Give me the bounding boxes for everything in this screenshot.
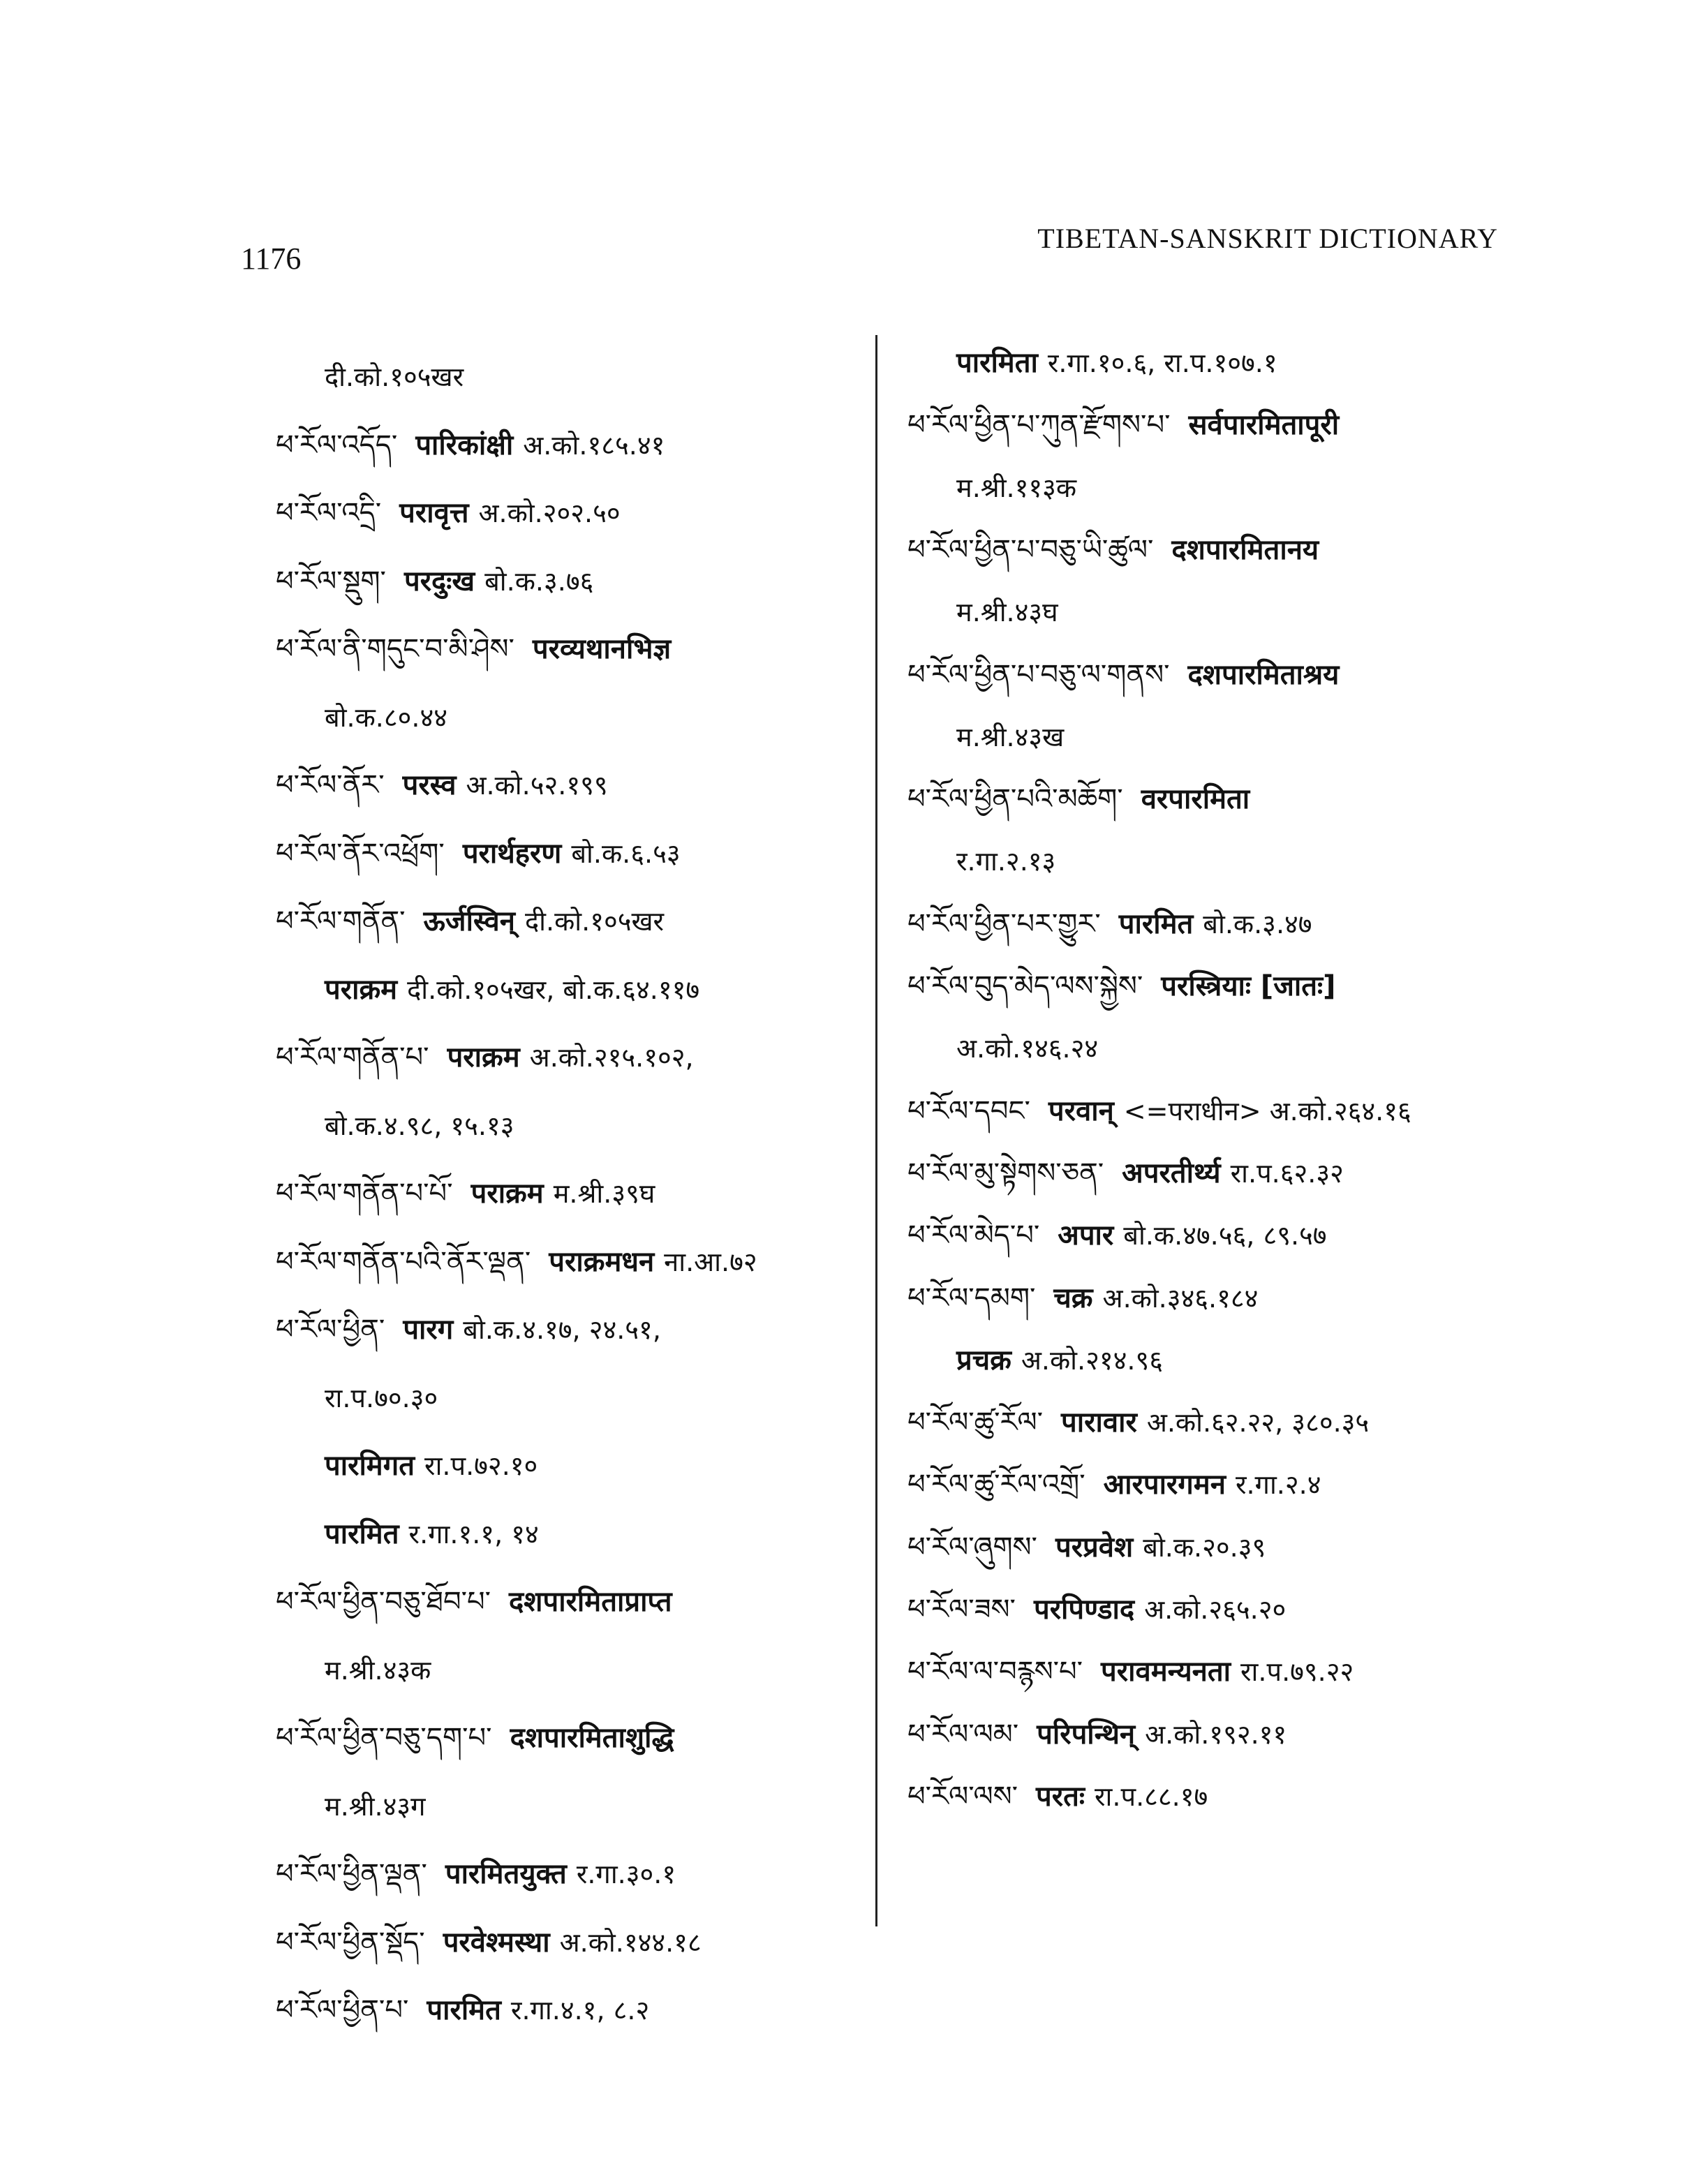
source-reference: अ.को.१४४.१८ [559, 1926, 702, 1958]
dictionary-entry [325, 697, 447, 738]
source-reference: बो.क.३.७६ [484, 565, 594, 597]
tibetan-headword: ཕ་རོལ་མུ་སྟེགས་ཅན་ [907, 1157, 1104, 1189]
running-head: TIBETAN-SANSKRIT DICTIONARY [1037, 223, 1498, 254]
dictionary-entry [956, 342, 1277, 384]
tibetan-headword: ཕ་རོལ་གནོན་ [276, 905, 406, 937]
dictionary-entry [907, 1589, 1286, 1630]
dictionary-entry [956, 467, 1076, 509]
dictionary-entry [907, 778, 1259, 820]
source-reference: अ.को.२६५.२० [1144, 1594, 1287, 1625]
source-reference: र.गा.४.१, ८.२ [510, 1995, 650, 2026]
source-reference: अ.को.३४६.१८४ [1102, 1282, 1259, 1314]
sanskrit-equivalent: दशपारमिताप्राप्त [509, 1586, 672, 1618]
tibetan-headword: ཕ་རོལ་ཚུ་རོལ་འགྲོ་ [907, 1469, 1085, 1501]
sanskrit-equivalent: ऊर्जस्विन् [423, 905, 515, 937]
dictionary-entry [907, 529, 1328, 571]
sanskrit-equivalent: परिपन्थिन् [1037, 1718, 1136, 1751]
sanskrit-equivalent: दशपारमिताश्रय [1187, 658, 1340, 691]
dictionary-entry [907, 1090, 1411, 1132]
dictionary-entry [276, 1309, 661, 1351]
source-reference: र.गा.२.१३ [956, 846, 1056, 877]
sanskrit-equivalent: पारमितयुक्त [445, 1858, 567, 1890]
dictionary-entry [907, 1651, 1354, 1693]
tibetan-headword: ཕ་རོལ་བུད་མེད་ལས་སྐྱེས་ [907, 970, 1143, 1002]
dictionary-entry [956, 716, 1064, 758]
sanskrit-equivalent: पारमिता [956, 347, 1038, 379]
dictionary-entry [907, 1214, 1327, 1256]
source-reference: अ.को.२०२.५० [478, 498, 621, 528]
dictionary-entry [956, 591, 1058, 633]
source-reference: रा.प.८८.१७ [1095, 1781, 1208, 1812]
dictionary-entry [276, 560, 593, 602]
source-reference: र.गा.१०.६, रा.प.१०७.१ [1047, 348, 1277, 378]
sanskrit-equivalent: परार्थहरण [462, 837, 562, 870]
source-reference: बो.क.६.५३ [571, 838, 681, 869]
dictionary-entry [276, 492, 621, 534]
sanskrit-equivalent: सर्वपारमितापूरी [1188, 409, 1340, 442]
source-reference: म.श्री.११३क [956, 472, 1077, 503]
tibetan-headword: ཕ་རོལ་ཕྱིན་བཅུ་དག་པ་ [276, 1722, 492, 1754]
dictionary-entry [325, 1105, 514, 1147]
source-reference: बो.क.८०.४४ [325, 701, 448, 733]
tibetan-headword: ཕ་རོལ་ལམ་ [907, 1718, 1019, 1751]
sanskrit-equivalent: अपरतीर्थ्य [1122, 1157, 1221, 1189]
tibetan-headword: ཕ་རོལ་ལས་ [907, 1780, 1018, 1813]
sanskrit-equivalent: पारमित [427, 1994, 501, 2026]
source-reference: अ.को.१८५.४१ [523, 429, 665, 461]
tibetan-headword: ཕ་རོལ་འདོད་ [276, 429, 398, 461]
tibetan-headword: ཕ་རོལ་དམག་ [907, 1282, 1036, 1314]
source-reference: अ.को.१९२.११ [1145, 1718, 1287, 1750]
dictionary-entry [956, 1339, 1163, 1381]
sanskrit-equivalent: परावृत्त [399, 497, 469, 529]
dictionary-entry [276, 1989, 649, 2031]
tibetan-headword: ཕ་རོལ་ཟས་ [907, 1594, 1016, 1626]
dictionary-entry [907, 1402, 1369, 1443]
source-reference: अ.को.१४६.२४ [956, 1033, 1099, 1064]
sanskrit-equivalent: दशपारमिताशुद्धि [510, 1722, 674, 1754]
tibetan-headword: ཕ་རོལ་ཕྱིན་པ་ཀུན་རྫོགས་པ་ [907, 409, 1171, 442]
tibetan-headword: ཕ་རོལ་ཕྱིན་ [276, 1314, 385, 1346]
source-reference: <=पराधीन> अ.को.२६४.१६ [1123, 1095, 1411, 1127]
dictionary-entry [956, 1027, 1098, 1069]
sanskrit-equivalent: पराक्रम [447, 1041, 520, 1074]
dictionary-entry [276, 900, 664, 942]
source-reference: रा.प.७९.२२ [1240, 1656, 1354, 1688]
sanskrit-equivalent: अपार [1058, 1219, 1114, 1252]
sanskrit-equivalent: पराक्रम [470, 1178, 544, 1210]
tibetan-headword: ཕ་རོལ་གནོན་པ་པོ་ [276, 1178, 453, 1210]
tibetan-headword: ཕ་རོལ་ཕྱིན་ལྡན་ [276, 1858, 427, 1890]
dictionary-entry [276, 628, 681, 670]
tibetan-headword: ཕ་རོལ་ནོར་འཕྲོག་ [276, 837, 445, 870]
tibetan-headword: ཕ་རོལ་ཚུ་རོལ་ [907, 1406, 1044, 1439]
dictionary-entry [325, 356, 464, 398]
sanskrit-equivalent: परप्रवेश [1055, 1531, 1134, 1563]
sanskrit-equivalent: वरपारमिता [1141, 783, 1250, 816]
dictionary-entry [325, 1445, 538, 1487]
dictionary-entry [276, 833, 681, 875]
source-reference: दी.को.१०५खर, बो.क.६४.११७ [407, 974, 700, 1005]
tibetan-headword: ཕ་རོལ་ཕྱིན་སྡོད་ [276, 1926, 425, 1959]
sanskrit-equivalent: पारमित [325, 1517, 399, 1550]
source-reference: बो.क.३.४७ [1203, 908, 1312, 939]
sanskrit-equivalent: परवेश्मस्था [443, 1926, 550, 1959]
source-reference: म.श्री.४३ख [956, 721, 1065, 752]
tibetan-headword: ཕ་རོལ་མེད་པ་ [907, 1219, 1040, 1252]
source-reference: अ.को.५२.१९९ [466, 770, 608, 801]
dictionary-entry [325, 1649, 431, 1691]
source-reference: दी.को.१०५खर [325, 362, 464, 392]
dictionary-entry [276, 1173, 655, 1214]
dictionary-entry [907, 1277, 1258, 1319]
dictionary-entry [276, 1853, 676, 1895]
dictionary-entry [276, 1717, 683, 1759]
sanskrit-equivalent: पारग [403, 1314, 454, 1346]
source-reference: बो.क.४.९८, १५.१३ [325, 1110, 514, 1141]
sanskrit-equivalent: पराक्रम [325, 973, 398, 1006]
dictionary-entry [907, 404, 1349, 446]
dictionary-entry [956, 840, 1055, 882]
source-reference: दी.को.१०५खर [524, 906, 665, 937]
tibetan-headword: ཕ་རོལ་དབང་ [907, 1094, 1030, 1127]
source-reference: म.श्री.४३घ [956, 597, 1058, 628]
tibetan-headword: ཕ་རོལ་ནི་གདུང་བ་མི་ཤེས་ [276, 633, 514, 665]
dictionary-entry [276, 764, 608, 806]
dictionary-entry [907, 654, 1349, 696]
sanskrit-equivalent: पराक्रमधन [549, 1245, 655, 1278]
sanskrit-equivalent: आरपारगमन [1103, 1469, 1226, 1501]
dictionary-entry [325, 969, 699, 1011]
sanskrit-equivalent: परस्व [402, 769, 457, 801]
source-reference: र.गा.३०.१ [576, 1859, 676, 1889]
dictionary-entry [276, 1922, 702, 1963]
sanskrit-equivalent: पारिकांक्षी [415, 429, 514, 461]
column-divider [875, 335, 877, 1926]
dictionary-entry [907, 1152, 1344, 1194]
source-reference: म.श्री.४३क [325, 1654, 431, 1686]
source-reference: म.श्री.४३ग [325, 1790, 426, 1822]
tibetan-headword: ཕ་རོལ་གནོན་པ་ [276, 1041, 429, 1074]
sanskrit-equivalent: पारमिगत [325, 1450, 415, 1482]
tibetan-headword: ཕ་རོལ་འདྲི་ [276, 497, 382, 529]
tibetan-headword: ཕ་རོལ་ཕྱིན་པ་བཅུ་ཡི་ཚུལ་ [907, 533, 1154, 566]
tibetan-headword: ཕ་རོལ་ཞུགས་ [907, 1531, 1037, 1563]
dictionary-entry [276, 1581, 682, 1623]
sanskrit-equivalent: दशपारमितानय [1171, 533, 1319, 566]
sanskrit-equivalent: परावमन्यनता [1101, 1656, 1231, 1688]
sanskrit-equivalent: परव्यथानभिज्ञ [532, 633, 672, 665]
sanskrit-equivalent: प्रचक्र [956, 1344, 1011, 1376]
tibetan-headword: ཕ་རོལ་ལ་བརྙས་པ་ [907, 1656, 1083, 1688]
tibetan-headword: ཕ་རོལ་ཕྱིན་པའི་མཆོག་ [907, 783, 1123, 816]
source-reference: अ.को.६२.२२, ३८०.३५ [1146, 1407, 1370, 1439]
sanskrit-equivalent: परवान् [1048, 1094, 1114, 1127]
source-reference: म.श्री.३९घ [553, 1178, 655, 1209]
dictionary-entry [325, 1377, 438, 1419]
tibetan-headword: ཕ་རོལ་ཕྱིན་པ་ [276, 1994, 409, 2026]
dictionary-entry [907, 903, 1312, 945]
source-reference: ना.आ.७२ [664, 1246, 757, 1277]
tibetan-headword: ཕ་རོལ་ཕྱིན་པར་གྱུར་ [907, 907, 1101, 940]
source-reference: रा.प.७०.३० [325, 1382, 438, 1413]
sanskrit-equivalent: पारावार [1061, 1406, 1137, 1439]
sanskrit-equivalent: परतः [1036, 1780, 1085, 1813]
sanskrit-equivalent: परस्त्रियाः [जातः] [1161, 970, 1336, 1002]
sanskrit-equivalent: परदुःख [403, 565, 475, 597]
dictionary-entry [907, 1776, 1208, 1818]
dictionary-entry [907, 1526, 1266, 1568]
sanskrit-equivalent: परपिण्डाद [1033, 1594, 1135, 1626]
dictionary-entry [325, 1513, 539, 1555]
dictionary-entry [907, 965, 1345, 1007]
dictionary-entry [907, 1714, 1287, 1755]
page-number: 1176 [241, 242, 302, 276]
source-reference: अ.को.२१५.१०२, [529, 1042, 694, 1073]
dictionary-entry [276, 424, 665, 466]
dictionary-entry [276, 1037, 694, 1078]
sanskrit-equivalent: पारमित [1118, 907, 1194, 940]
dictionary-entry [276, 1241, 757, 1283]
source-reference: अ.को.२१४.९६ [1021, 1344, 1163, 1376]
source-reference: र.गा.१.१, १४ [408, 1518, 539, 1550]
source-reference: बो.क.२०.३९ [1143, 1531, 1266, 1563]
source-reference: बो.क.४७.५६, ८९.५७ [1123, 1220, 1327, 1251]
tibetan-headword: ཕ་རོལ་གནོན་པའི་ནོར་ལྡན་ [276, 1245, 531, 1278]
dictionary-entry [325, 1785, 426, 1827]
tibetan-headword: ཕ་རོལ་ཕྱིན་པ་བཅུ་ལ་གནས་ [907, 658, 1170, 691]
tibetan-headword: ཕ་རོལ་སྡུག་ [276, 565, 386, 597]
source-reference: रा.प.६२.३२ [1230, 1157, 1344, 1189]
sanskrit-equivalent: चक्र [1053, 1282, 1093, 1314]
source-reference: रा.प.७२.१० [424, 1450, 538, 1481]
source-reference: बो.क.४.१७, २४.५१, [463, 1314, 661, 1345]
tibetan-headword: ཕ་རོལ་ནོར་ [276, 769, 385, 801]
dictionary-entry [907, 1464, 1321, 1506]
source-reference: र.गा.२.४ [1235, 1469, 1321, 1501]
tibetan-headword: ཕ་རོལ་ཕྱིན་བཅུ་ཐོབ་པ་ [276, 1586, 491, 1618]
